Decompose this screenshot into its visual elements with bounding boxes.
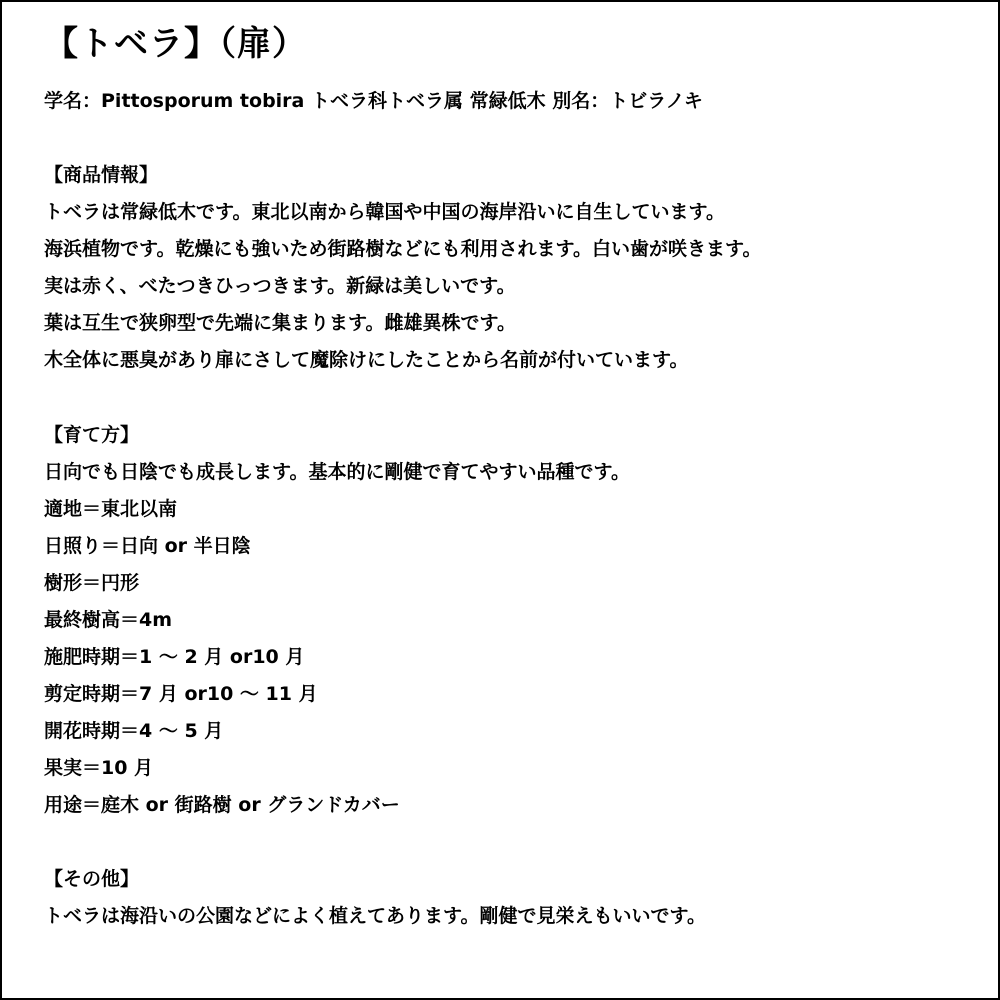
care-line: 剪定時期＝7 月 or10 ～ 11 月 [44, 683, 318, 705]
info-line: 海浜植物です。乾燥にも強いため街路樹などにも利用されます。白い歯が咲きます。 [44, 238, 762, 260]
page-title: 【トベラ】（扉） [44, 24, 307, 64]
care-line: 樹形＝円形 [44, 572, 140, 594]
info-line: 実は赤く、べたつきひっつきます。新緑は美しいです。 [44, 275, 516, 297]
section-heading-info: 【商品情報】 [44, 164, 159, 186]
section-heading-other: 【その他】 [44, 868, 140, 890]
care-line: 日向でも日陰でも成長します。基本的に剛健で育てやすい品種です。 [44, 461, 630, 483]
care-line: 適地＝東北以南 [44, 498, 178, 520]
scientific-name: 学名：Pittosporum tobira トベラ科トベラ属 常緑低木 別名：トビラノキ [44, 90, 703, 112]
info-line: 木全体に悪臭があり扉にさして魔除けにしたことから名前が付いています。 [44, 349, 689, 371]
info-line: 葉は互生で狭卵型で先端に集まります。雌雄異株です。 [44, 312, 516, 334]
other-line: トベラは海沿いの公園などによく植えてあります。剛健で見栄えもいいです。 [44, 905, 706, 927]
care-line: 日照り＝日向 or 半日陰 [44, 535, 251, 557]
care-line: 用途＝庭木 or 街路樹 or グランドカバー [44, 794, 400, 816]
info-line: トベラは常緑低木です。東北以南から韓国や中国の海岸沿いに自生しています。 [44, 201, 725, 223]
care-line: 開花時期＝4 ～ 5 月 [44, 720, 224, 742]
care-line: 最終樹高＝4m [44, 609, 173, 631]
care-line: 果実＝10 月 [44, 757, 154, 779]
section-heading-care: 【育て方】 [44, 424, 140, 446]
care-line: 施肥時期＝1 ～ 2 月 or10 月 [44, 646, 305, 668]
